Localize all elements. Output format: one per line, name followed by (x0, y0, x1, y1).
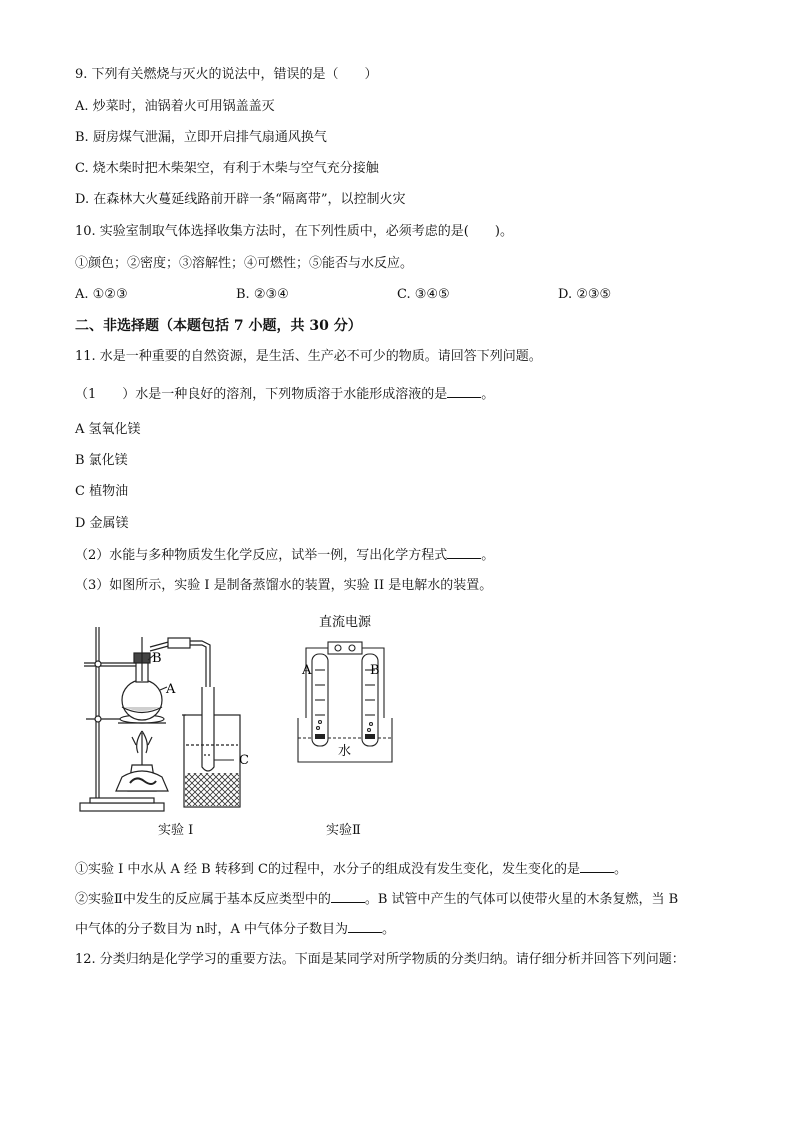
power-supply (328, 642, 362, 654)
electrode-b (365, 734, 375, 739)
q11-part2 (75, 546, 494, 565)
q12-stem: 12. 分类归纳是化学学习的重要方法。下面是某同学对所学物质的分类归纳。请仔细分析并回答下列问题： (75, 952, 685, 967)
q10-option-a: A. ①②③ (75, 287, 128, 302)
q11-sub2-line2 (75, 920, 395, 939)
q9-option-b: B. 厨房煤气泄漏，立即开启排气扇通风换气 (75, 130, 327, 145)
label-b2: B (370, 663, 380, 678)
q11-part1 (75, 385, 494, 404)
power-label: 直流电源 (319, 615, 372, 630)
q10-properties: ①颜色；②密度；③溶解性；④可燃性；⑤能否与水反应。 (75, 256, 414, 271)
answer-blank[interactable] (447, 385, 481, 398)
q11-sub1 (75, 860, 627, 879)
answer-blank[interactable] (331, 890, 365, 903)
flask-a (122, 680, 162, 720)
q11-sub2-line2-end: 。 (382, 922, 396, 937)
water-label: 水 (338, 744, 352, 759)
electrolysis-apparatus-figure (290, 610, 400, 770)
q11-sub1-end: 。 (613, 862, 627, 877)
q9-option-d: D. 在森林大火蔓延线路前开辟一条“隔离带”，以控制火灾 (75, 192, 406, 207)
answer-blank[interactable] (580, 860, 614, 873)
q11-sub2-line2-text: 中气体的分子数目为 n时，A 中气体分子数目为 (75, 922, 349, 937)
q11-sub2-text: ②实验Ⅱ中发生的反应属于基本反应类型中的 (75, 892, 331, 907)
distillation-apparatus-figure (72, 615, 272, 845)
label-a2: A (302, 663, 312, 678)
q10-option-b: B. ②③④ (236, 287, 289, 302)
q9-stem: 9. 下列有关燃烧与灭火的说法中，错误的是（ ） (75, 67, 378, 82)
label-a1: A (166, 682, 176, 697)
label-b1: B (152, 651, 162, 666)
q11-choice-a: A 氢氧化镁 (75, 422, 141, 437)
q10-option-c: C. ③④⑤ (397, 287, 450, 302)
q9-option-a: A. 炒菜时，油锅着火可用锅盖盖灭 (75, 99, 275, 114)
q9-option-c: C. 烧木柴时把木柴架空，有利于木柴与空气充分接触 (75, 161, 379, 176)
alcohol-lamp (116, 771, 168, 791)
section2-heading: 二、非选择题（本题包括 7 小题，共 30 分） (75, 318, 362, 334)
q11-stem: 11. 水是一种重要的自然资源，是生活、生产必不可少的物质。请回答下列问题。 (75, 349, 542, 364)
exp1-caption: 实验 I (158, 823, 194, 838)
label-c: C (239, 753, 249, 768)
stand-base (80, 803, 164, 811)
q11-sub2 (75, 890, 678, 909)
q11-part1-text: （1 ）水是一种良好的溶剂，下列物质溶于水能形成溶液的是 (75, 387, 448, 402)
q11-choice-b: B 氯化镁 (75, 453, 128, 468)
q11-part2-end: 。 (481, 548, 495, 563)
q11-part3: （3）如图所示，实验 I 是制备蒸馏水的装置，实验 II 是电解水的装置。 (75, 578, 493, 593)
answer-blank[interactable] (348, 920, 382, 933)
q10-option-d: D. ②③⑤ (558, 287, 612, 302)
q11-sub1-text: ①实验 I 中水从 A 经 B 转移到 C的过程中，水分子的组成没有发生变化，发生变化的是 (75, 862, 580, 877)
q11-part2-text: （2）水能与多种物质发生化学反应，试举一例，写出化学方程式 (75, 548, 448, 563)
electrode-a (315, 734, 325, 739)
q11-choice-c: C 植物油 (75, 484, 129, 499)
exp2-caption: 实验Ⅱ (326, 823, 361, 838)
q10-stem: 10. 实验室制取气体选择收集方法时，在下列性质中，必须考虑的是( )。 (75, 224, 513, 239)
q11-part1-end: 。 (481, 387, 495, 402)
answer-blank[interactable] (447, 546, 481, 559)
q11-choice-d: D 金属镁 (75, 516, 129, 531)
q11-sub2-mid: 。B 试管中产生的气体可以使带火星的木条复燃，当 B (364, 892, 679, 907)
ice-water-fill (185, 773, 239, 806)
